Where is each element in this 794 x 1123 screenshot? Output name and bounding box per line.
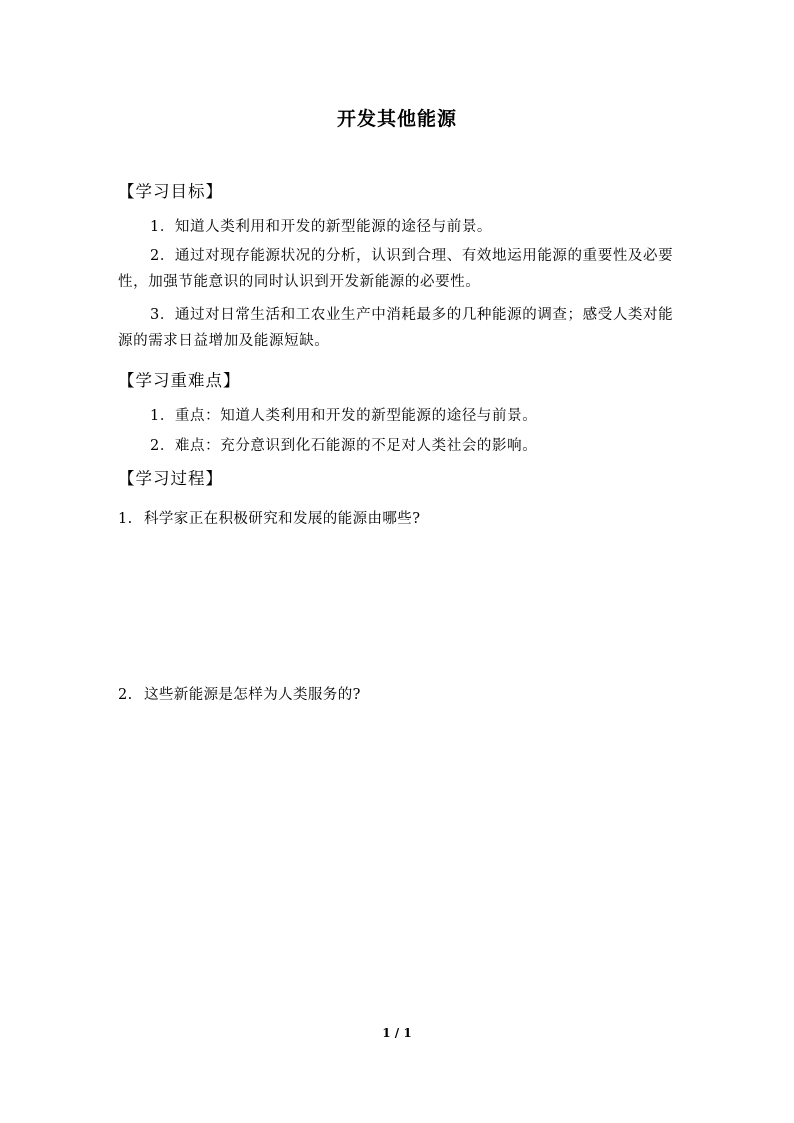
- goal-item-2: 2．通过对现存能源状况的分析，认识到合理、有效地运用能源的重要性及必要性，加强节能意识的同时认识到开发新能源的必要性。: [118, 248, 674, 290]
- goal-item-3: 3．通过对日常生活和工农业生产中消耗最多的几种能源的调查；感受人类对能源的需求日益增加及能源短缺。: [118, 307, 674, 349]
- question-text: 这些新能源是怎样为人类服务的?: [144, 687, 361, 703]
- question-1: [118, 507, 420, 528]
- section-heading-key-points: 【学习重难点】: [118, 371, 241, 390]
- section-heading-process: 【学习过程】: [118, 469, 223, 488]
- question-2: [118, 683, 361, 704]
- page-number: 1 / 1: [382, 1026, 412, 1040]
- question-number: 2.: [118, 687, 133, 703]
- key-point-item-1: 1．重点：知道人类利用和开发的新型能源的途径与前景。: [150, 408, 538, 424]
- document-title: 开发其他能源: [336, 108, 457, 130]
- question-number: 1.: [118, 511, 133, 527]
- goal-item-1: 1．知道人类利用和开发的新型能源的途径与前景。: [150, 219, 493, 235]
- section-heading-goals: 【学习目标】: [118, 182, 223, 201]
- key-point-item-2: 2．难点：充分意识到化石能源的不足对人类社会的影响。: [150, 438, 538, 454]
- question-text: 科学家正在积极研究和发展的能源由哪些?: [144, 511, 421, 527]
